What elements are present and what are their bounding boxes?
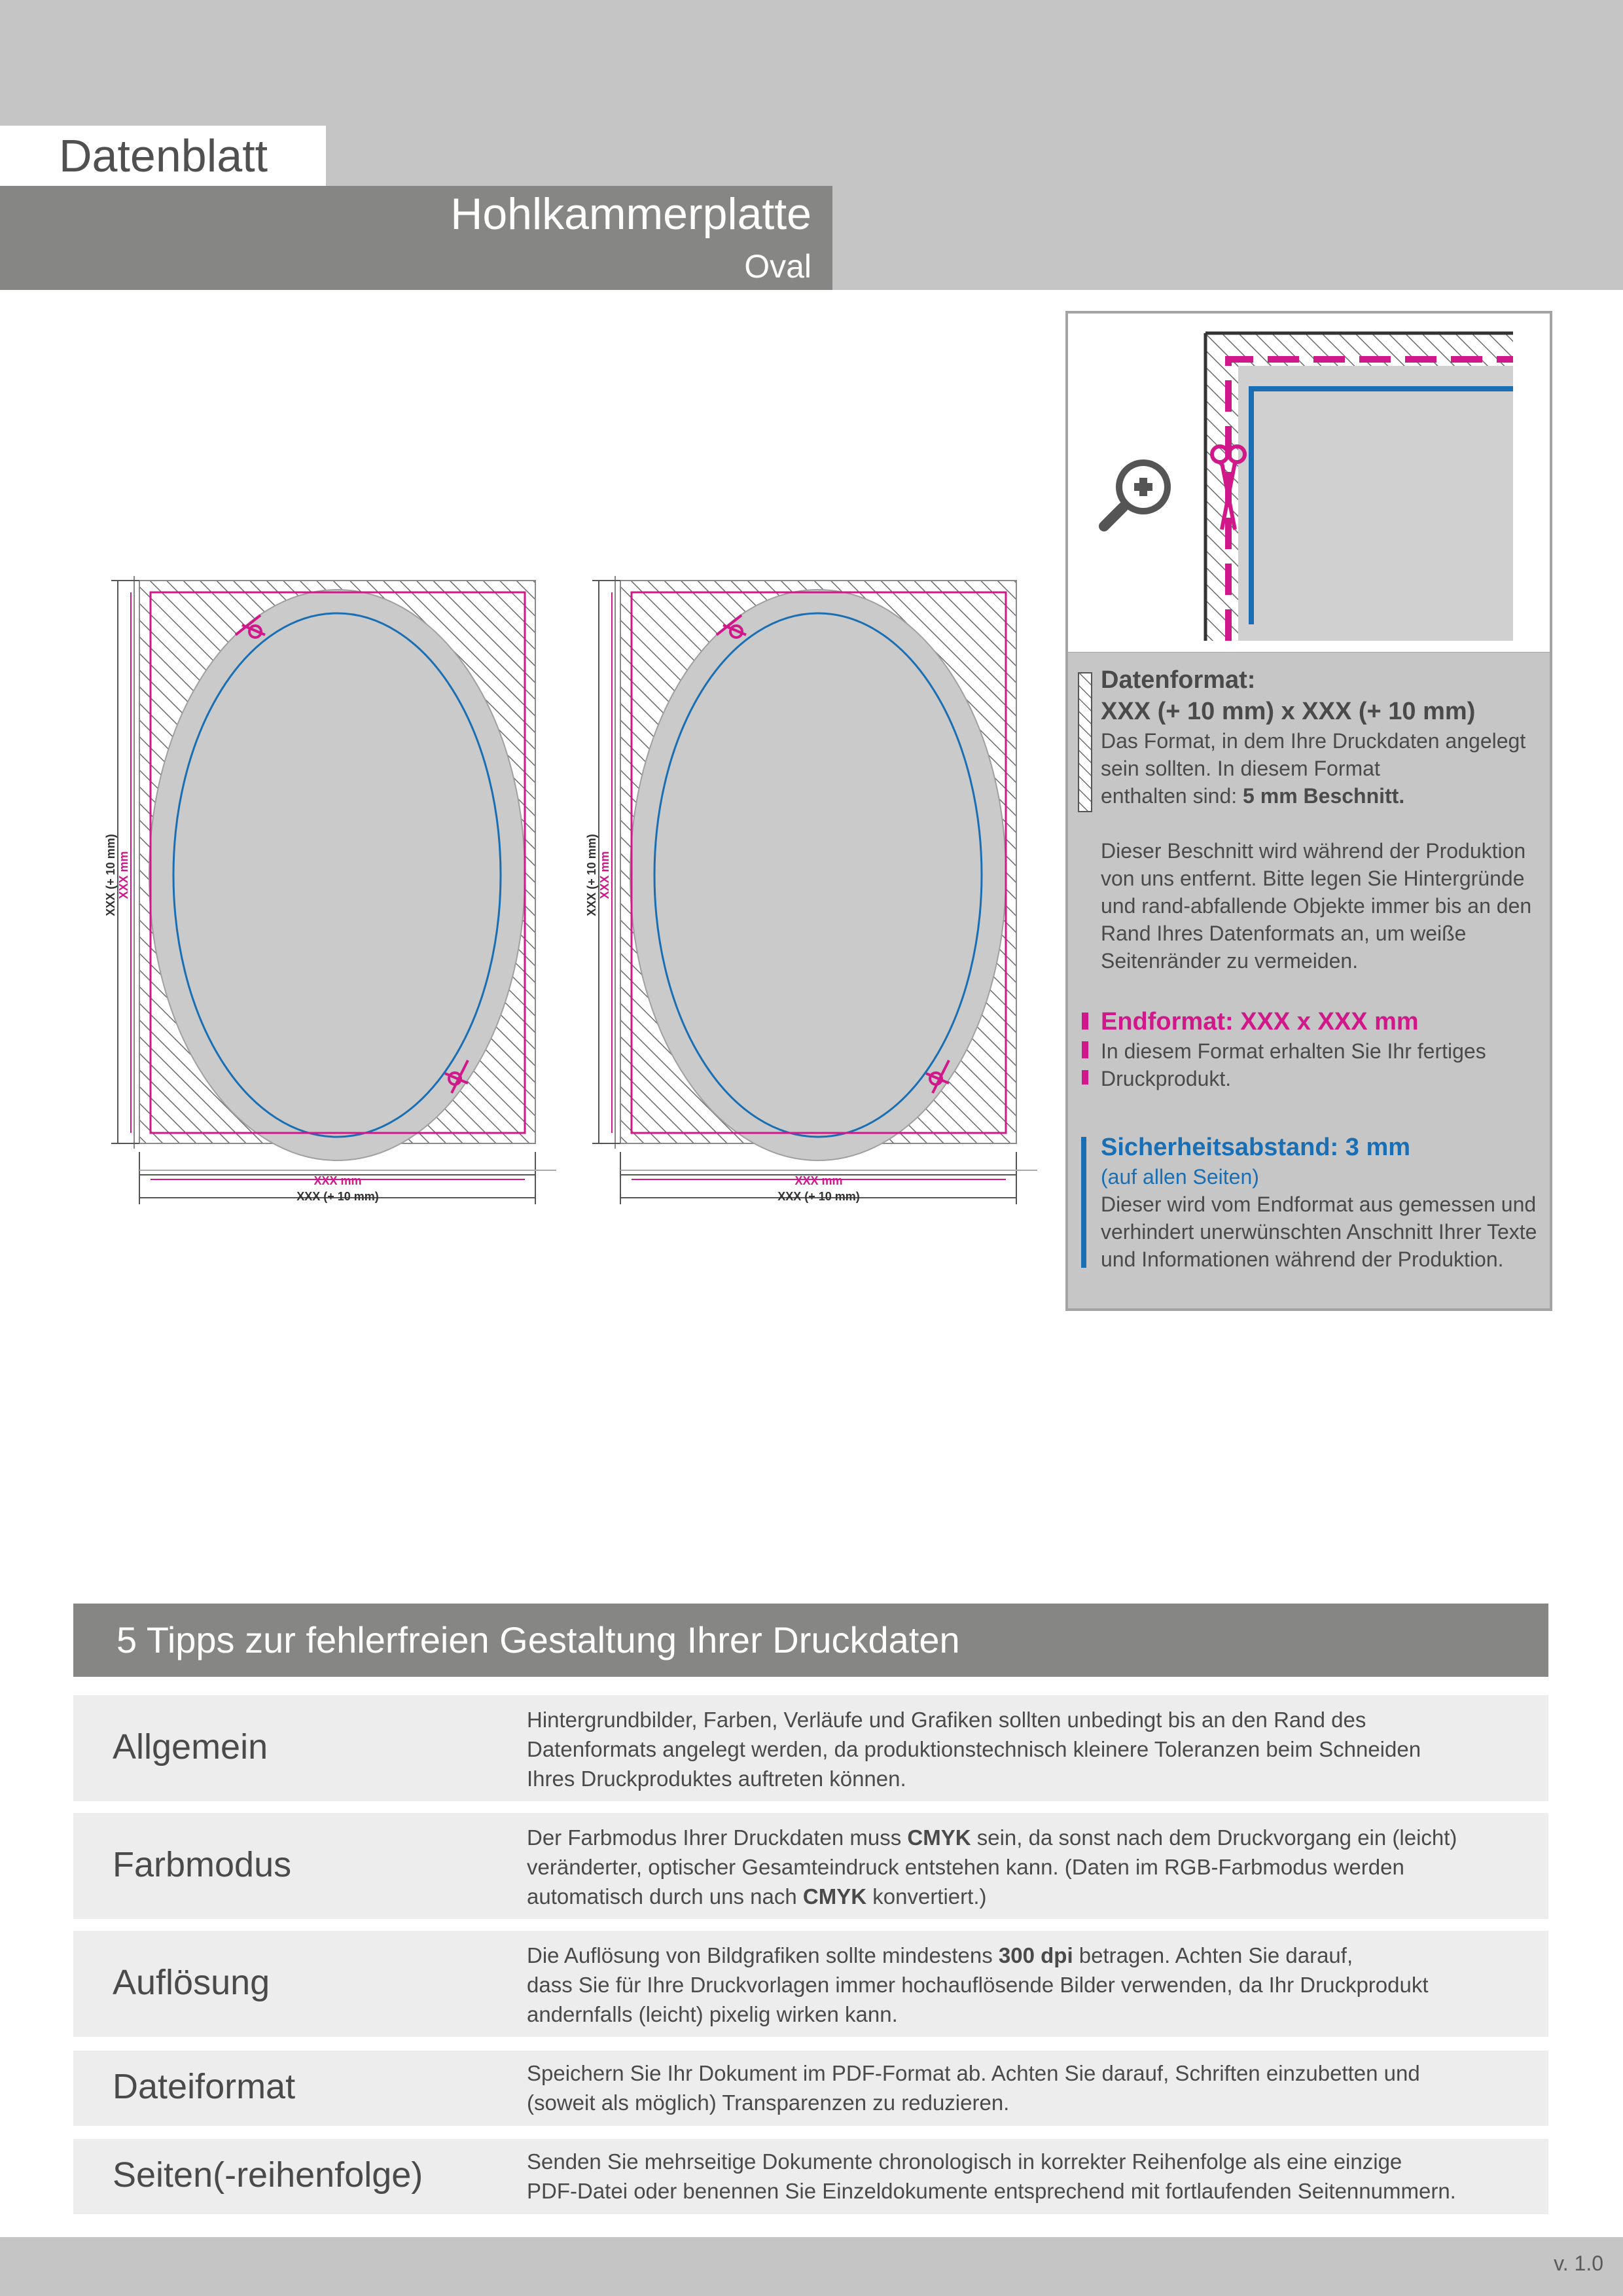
tip-row-dateiformat bbox=[73, 2051, 1548, 2126]
datenformat-size: XXX (+ 10 mm) x XXX (+ 10 mm) bbox=[1101, 698, 1476, 725]
sicherheit-marker bbox=[1081, 1137, 1086, 1268]
beschnitt-line: Dieser Beschnitt wird während der Produktion bbox=[1101, 839, 1526, 863]
info-panel bbox=[1065, 653, 1552, 1311]
beschnitt-line: und rand-abfallende Objekte immer bis an den bbox=[1101, 894, 1532, 918]
height-total-label: XXX (+ 10 mm) bbox=[585, 834, 598, 916]
height-final-label: XXX mm bbox=[598, 851, 611, 899]
tip-text: Senden Sie mehrseitige Dokumente chronologisch in korrekter Reihenfolge als eine einzige PDF-Datei oder benennen Sie Einzeldokumente entsprechend mit fortlaufenden Seitennummern. bbox=[527, 2149, 1456, 2203]
height-total-label: XXX (+ 10 mm) bbox=[104, 834, 117, 916]
width-total-label: XXX (+ 10 mm) bbox=[777, 1190, 860, 1203]
beschnitt-line: Rand Ihres Datenformats an, um weiße bbox=[1101, 922, 1467, 945]
oval-diagram-1 bbox=[104, 576, 556, 1204]
oval-diagrams bbox=[98, 563, 1047, 1217]
endformat-marker bbox=[1081, 1013, 1089, 1085]
tip-label: Allgemein bbox=[113, 1727, 268, 1767]
width-final-label: XXX mm bbox=[794, 1174, 843, 1187]
tip-text: Speichern Sie Ihr Dokument im PDF-Format ab. Achten Sie darauf, Schriften einzubetten und (soweit als möglich) Transparenzen zu reduzieren. bbox=[527, 2061, 1420, 2115]
datenblatt-label: Datenblatt bbox=[59, 130, 268, 181]
tips-title: 5 Tipps zur fehlerfreien Gestaltung Ihrer Druckdaten bbox=[116, 1619, 960, 1660]
tip-text: Der Farbmodus Ihrer Druckdaten muss CMYK sein, da sonst nach dem Druckvorgang ein (leicht) veränderter, optischer Gesamteindruck entstehen kann. (Daten im RGB-Farbmodus werden automatisch durch uns nach CMYK konvertiert.) bbox=[527, 1825, 1457, 1909]
tip-text: Hintergrundbilder, Farben, Verläufe und Grafiken sollten unbedingt bis an den Rand des Datenformats angelegt werden, da produktionstechnisch kleinere Toleranzen beim Schneiden Ihres Druckproduktes auftreten können. bbox=[527, 1708, 1421, 1791]
tip-label: Seiten(-reihenfolge) bbox=[113, 2155, 423, 2195]
tip-row-seiten bbox=[73, 2139, 1548, 2214]
tip-row-aufloesung bbox=[73, 1931, 1548, 2037]
datenformat-title: Datenformat: bbox=[1101, 666, 1256, 694]
datenformat-line: Das Format, in dem Ihre Druckdaten angelegt bbox=[1101, 729, 1526, 753]
zoom-in-icon bbox=[1104, 459, 1171, 526]
sicherheit-title: Sicherheitsabstand: 3 mm bbox=[1101, 1134, 1411, 1161]
beschnitt-line: von uns entfernt. Bitte legen Sie Hintergründe bbox=[1101, 867, 1525, 890]
tip-text: Die Auflösung von Bildgrafiken sollte mindestens 300 dpi betragen. Achten Sie darauf, dass Sie für Ihre Druckvorlagen immer hochauflösende Bilder verwenden, da Ihr Druckprodukt andernfalls (leicht) pixelig wirken kann. bbox=[527, 1943, 1429, 2026]
page-title: Hohlkammerplatte bbox=[450, 189, 812, 239]
zoom-detail-frame bbox=[1065, 311, 1552, 655]
bleed-hatch-marker bbox=[1078, 672, 1094, 812]
beschnitt-line: Seitenränder zu vermeiden. bbox=[1101, 949, 1359, 973]
tip-label: Auflösung bbox=[113, 1963, 270, 2002]
endformat-title: Endformat: XXX x XXX mm bbox=[1101, 1008, 1419, 1035]
endformat-line: In diesem Format erhalten Sie Ihr fertiges bbox=[1101, 1039, 1486, 1063]
width-final-label: XXX mm bbox=[313, 1174, 362, 1187]
version-label: v. 1.0 bbox=[1554, 2251, 1603, 2275]
oval-diagram-2 bbox=[585, 576, 1037, 1204]
sicherheit-line: und Informationen während der Produktion. bbox=[1101, 1247, 1504, 1271]
sicherheit-line: Dieser wird vom Endformat aus gemessen und bbox=[1101, 1193, 1537, 1216]
page-subtitle: Oval bbox=[744, 248, 812, 285]
tip-row-allgemein bbox=[73, 1695, 1548, 1801]
datenformat-line: enthalten sind: 5 mm Beschnitt. bbox=[1101, 784, 1405, 808]
endformat-line: Druckprodukt. bbox=[1101, 1067, 1232, 1090]
sicherheit-sub: (auf allen Seiten) bbox=[1101, 1165, 1259, 1189]
footer-band bbox=[0, 2237, 1623, 2296]
tip-label: Dateiformat bbox=[113, 2067, 296, 2106]
sicherheit-line: verhindert unerwünschten Anschnitt Ihrer Texte bbox=[1101, 1220, 1537, 1244]
datenformat-line: sein sollten. In diesem Format bbox=[1101, 757, 1380, 780]
height-final-label: XXX mm bbox=[117, 851, 130, 899]
tip-label: Farbmodus bbox=[113, 1845, 292, 1884]
tip-row-farbmodus bbox=[73, 1813, 1548, 1919]
width-total-label: XXX (+ 10 mm) bbox=[296, 1190, 379, 1203]
